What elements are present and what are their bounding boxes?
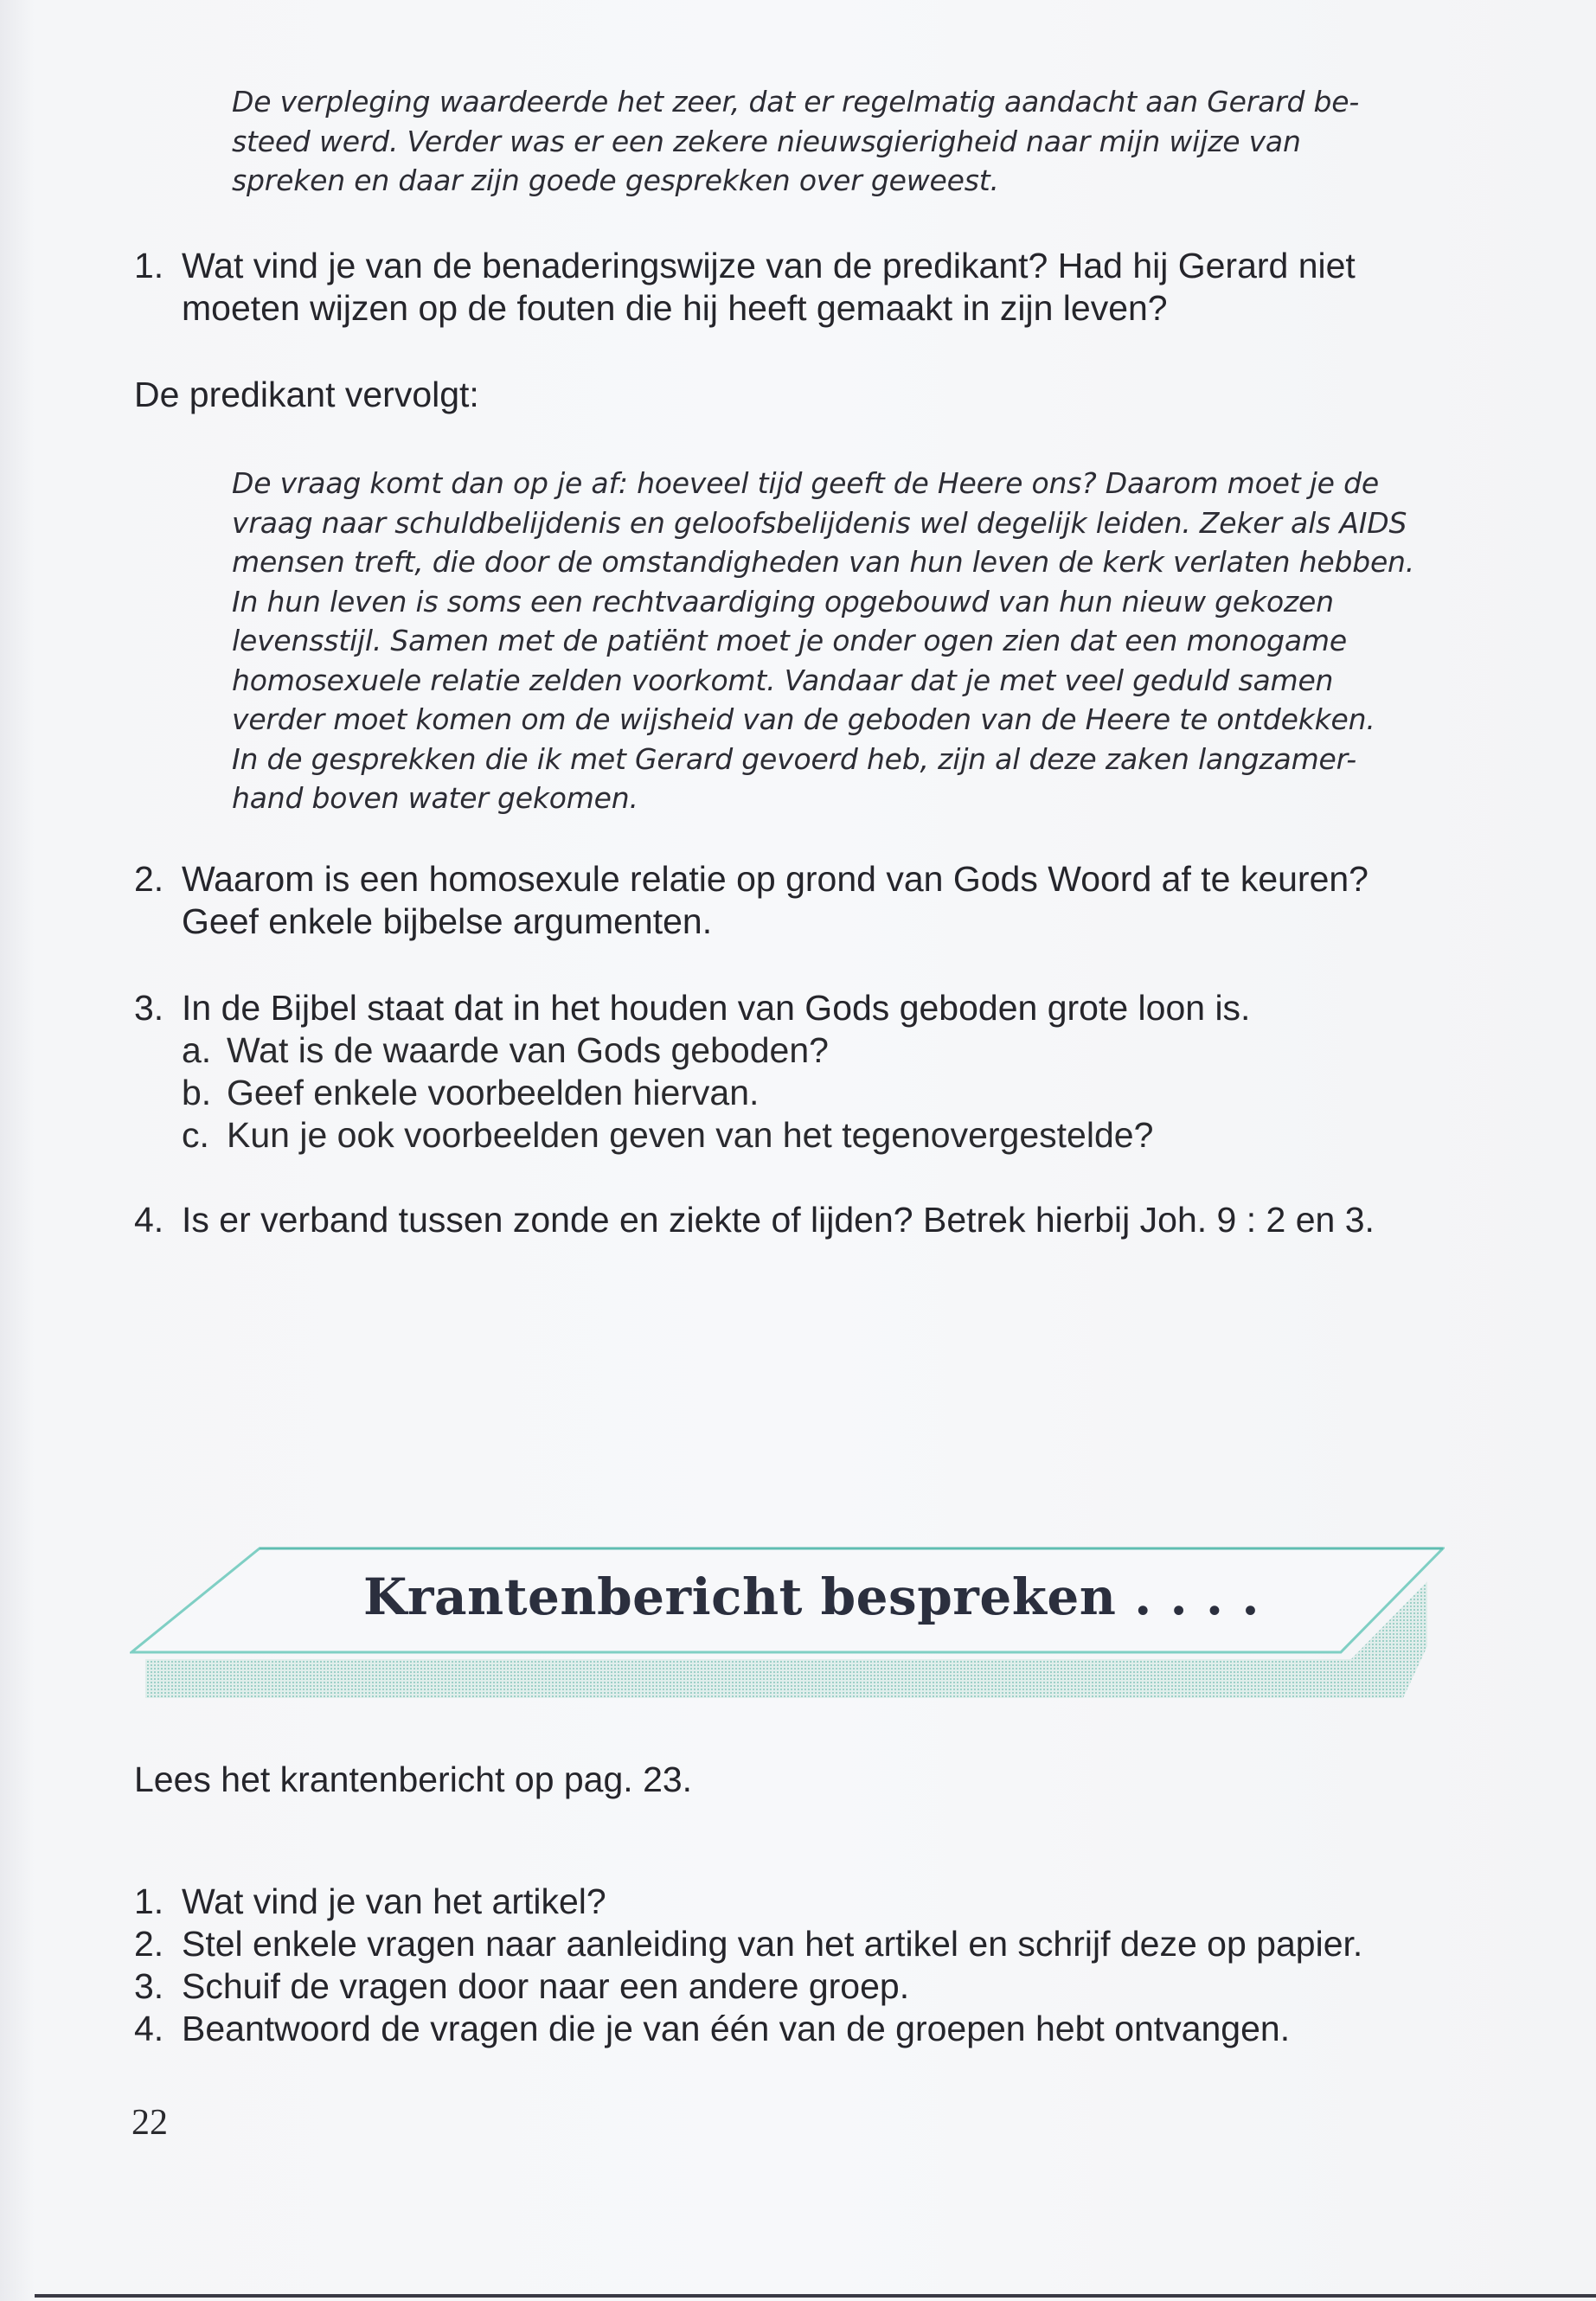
sub-text: Wat is de waarde van Gods geboden? bbox=[227, 1030, 829, 1070]
read-instruction: Lees het krantenbericht op pag. 23. bbox=[134, 1759, 693, 1799]
task-number: 4. bbox=[134, 2009, 164, 2048]
list-item bbox=[134, 1923, 1484, 1965]
task-number: 1. bbox=[134, 1881, 164, 1921]
list-item bbox=[134, 1881, 1484, 1923]
quote-line: levensstijl. Samen met de patiënt moet je onder ogen zien dat een monogame bbox=[232, 624, 1347, 657]
question-text: Waarom is een homosexule relatie op grond van Gods Woord af te keuren? bbox=[182, 859, 1368, 899]
question-2 bbox=[134, 858, 1484, 943]
task-text: Stel enkele vragen naar aanleiding van het artikel en schrijf deze op papier. bbox=[182, 1924, 1363, 1964]
sub-letter: c. bbox=[182, 1115, 209, 1155]
quote-line: mensen treft, die door de omstandigheden van hun leven de kerk verlaten hebben. bbox=[232, 545, 1415, 579]
question-3 bbox=[134, 987, 1484, 1157]
question-number: 2. bbox=[134, 859, 164, 899]
quote-line: spreken en daar zijn goede gesprekken over geweest. bbox=[232, 163, 999, 197]
question-1 bbox=[134, 245, 1484, 330]
question-number: 3. bbox=[134, 988, 164, 1028]
task-text: Wat vind je van het artikel? bbox=[182, 1881, 606, 1921]
quote-line: In de gesprekken die ik met Gerard gevoerd heb, zijn al deze zaken langzamer- bbox=[232, 741, 1356, 776]
quote-line: steed werd. Verder was er een zekere nieuwsgierigheid naar mijn wijze van bbox=[232, 124, 1301, 158]
sub-question bbox=[182, 1029, 1484, 1072]
quote-line: De verpleging waardeerde het zeer, dat er regelmatig aandacht aan Gerard be- bbox=[232, 85, 1360, 119]
question-number: 4. bbox=[134, 1200, 164, 1240]
sub-question bbox=[182, 1072, 1484, 1114]
quote-line: homosexuele relatie zelden voorkomt. Vandaar dat je met veel geduld samen bbox=[232, 663, 1334, 697]
sub-letter: a. bbox=[182, 1030, 212, 1070]
task-text: Beantwoord de vragen die je van één van de groepen hebt ontvangen. bbox=[182, 2009, 1291, 2048]
question-text: In de Bijbel staat dat in het houden van Gods geboden grote loon is. bbox=[182, 988, 1251, 1028]
question-text: Geef enkele bijbelse argumenten. bbox=[182, 901, 713, 941]
quote-line: In hun leven is soms een rechtvaardiging opgebouwd van hun nieuw gekozen bbox=[232, 584, 1334, 619]
task-number: 2. bbox=[134, 1924, 164, 1964]
question-4 bbox=[134, 1199, 1484, 1241]
quote-line: verder moet komen om de wijsheid van de geboden van de Heere te ontdekken. bbox=[232, 702, 1375, 736]
quote-nursing bbox=[232, 82, 1443, 201]
page-number: 22 bbox=[131, 2103, 168, 2143]
task-number: 3. bbox=[134, 1966, 164, 2006]
quote-line: hand boven water gekomen. bbox=[232, 781, 638, 815]
quote-line: De vraag komt dan op je af: hoeveel tijd geeft de Heere ons? Daarom moet je de bbox=[232, 466, 1379, 500]
quote-predikant bbox=[232, 464, 1460, 818]
question-number: 1. bbox=[134, 246, 164, 285]
quote-line: vraag naar schuldbelijdenis en geloofsbelijdenis wel degelijk leiden. Zeker als AIDS bbox=[232, 505, 1407, 540]
sub-text: Kun je ook voorbeelden geven van het tegenovergestelde? bbox=[227, 1115, 1154, 1155]
task-list bbox=[134, 1881, 1484, 2050]
list-item bbox=[134, 2008, 1484, 2050]
sub-text: Geef enkele voorbeelden hiervan. bbox=[227, 1073, 760, 1112]
question-text: moeten wijzen op de fouten die hij heeft gemaakt in zijn leven? bbox=[182, 288, 1168, 328]
section-title: Krantenbericht bespreken . . . . bbox=[363, 1567, 1260, 1626]
sub-letter: b. bbox=[182, 1073, 212, 1112]
question-text: Wat vind je van de benaderingswijze van de predikant? Had hij Gerard niet bbox=[182, 246, 1356, 285]
sub-question bbox=[182, 1114, 1484, 1157]
task-text: Schuif de vragen door naar een andere groep. bbox=[182, 1966, 910, 2006]
page-edge bbox=[35, 2294, 1596, 2298]
question-text: Is er verband tussen zonde en ziekte of lijden? Betrek hierbij Joh. 9 : 2 en 3. bbox=[182, 1200, 1375, 1240]
intro-predikant: De predikant vervolgt: bbox=[134, 375, 479, 414]
list-item bbox=[134, 1965, 1484, 2008]
